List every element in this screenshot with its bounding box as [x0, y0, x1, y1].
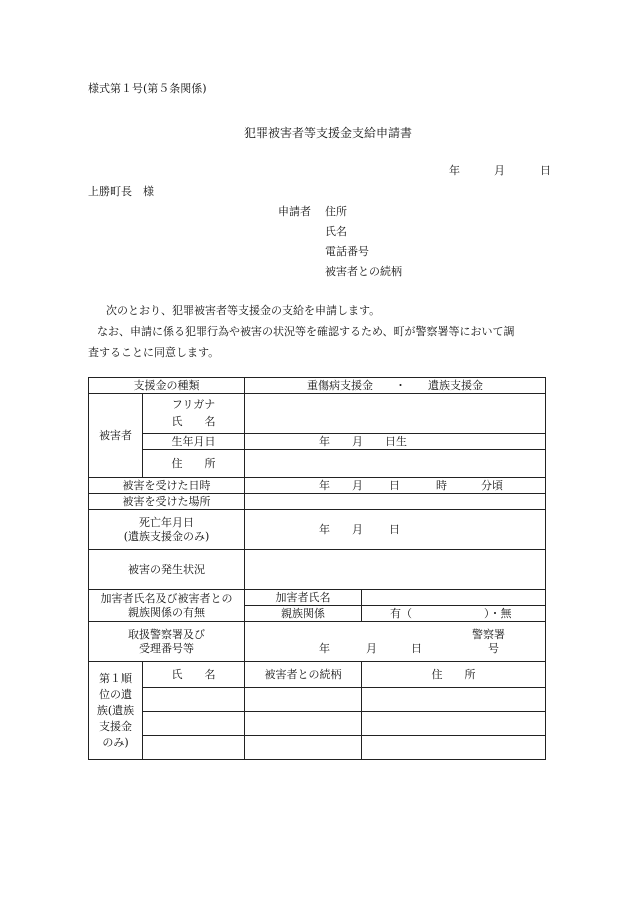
applicant-label: 申請者 — [278, 205, 311, 218]
perpetrator-label — [89, 590, 245, 622]
birth-month: 月 — [352, 434, 363, 448]
row-situation — [89, 550, 546, 590]
damage-date-field[interactable] — [245, 478, 546, 494]
document-title: 犯罪被害者等支援金支給申請書 — [244, 126, 413, 140]
row-police — [89, 622, 546, 662]
birthdate-field[interactable] — [245, 434, 546, 450]
table-row — [89, 736, 546, 760]
row-support-type — [89, 378, 546, 394]
family-address-cell[interactable] — [362, 712, 546, 736]
date-year: 年 — [449, 164, 460, 177]
applicant-relation-label: 被害者との続柄 — [325, 265, 402, 278]
family-label-line-4: 支援金 — [99, 719, 132, 733]
police-date — [245, 642, 545, 656]
kin-relation-field[interactable] — [362, 606, 546, 622]
police-month: 月 — [366, 641, 377, 655]
victim-name-label — [143, 394, 245, 434]
applicant-address-label: 住所 — [325, 205, 347, 218]
family-address-header: 住 所 — [362, 662, 546, 688]
damage-minute: 分頃 — [481, 478, 503, 492]
family-label — [89, 662, 143, 760]
kin-relation-label: 親族関係 — [245, 606, 362, 622]
table-row — [89, 712, 546, 736]
birthdate-label: 生年月日 — [143, 434, 245, 450]
situation-label: 被害の発生状況 — [89, 550, 245, 590]
death-date-label — [89, 510, 245, 550]
applicant-name-label: 氏名 — [325, 225, 347, 238]
damage-hour: 時 — [436, 478, 447, 492]
date-day: 日 — [540, 164, 551, 177]
family-relation-cell[interactable] — [245, 736, 362, 760]
row-family-header — [89, 662, 546, 688]
family-address-cell[interactable] — [362, 736, 546, 760]
birth-year: 年 — [319, 434, 330, 448]
table-row — [89, 688, 546, 712]
row-perpetrator-name — [89, 590, 546, 606]
death-date-label-line-2: (遺族支援金のみ) — [123, 529, 210, 543]
form-number: 様式第１号(第５条関係) — [88, 82, 207, 95]
name-label: 氏 名 — [171, 415, 216, 428]
body-paragraph-2-line-1: なお、申請に係る犯罪行為や被害の状況等を確認するため、町が警察署等において調 — [97, 325, 515, 338]
damage-month: 月 — [352, 478, 363, 492]
damage-day: 日 — [389, 478, 400, 492]
damage-place-field[interactable] — [245, 494, 546, 510]
family-relation-cell[interactable] — [245, 688, 362, 712]
row-victim-address — [89, 450, 546, 478]
kin-yes[interactable]: 有（ — [390, 606, 412, 620]
row-death-date — [89, 510, 546, 550]
row-damage-place — [89, 494, 546, 510]
row-damage-date — [89, 478, 546, 494]
situation-field[interactable] — [245, 550, 546, 590]
applicant-phone-label: 電話番号 — [325, 245, 369, 258]
furigana-label: フリガナ — [171, 398, 216, 411]
police-day: 日 — [411, 641, 422, 655]
birth-day: 日生 — [385, 434, 407, 448]
death-date-field[interactable] — [245, 510, 546, 550]
row-victim-name — [89, 394, 546, 434]
family-name-cell[interactable] — [143, 712, 245, 736]
application-table — [88, 377, 546, 760]
perpetrator-name-label: 加害者氏名 — [245, 590, 362, 606]
family-name-header: 氏 名 — [143, 662, 245, 688]
death-year: 年 — [319, 522, 330, 536]
body-paragraph-2-line-2: 査することに同意します。 — [88, 346, 220, 359]
perpetrator-name-field[interactable] — [362, 590, 546, 606]
death-date-label-line-1: 死亡年月日 — [139, 515, 194, 529]
row-birthdate — [89, 434, 546, 450]
family-name-cell[interactable] — [143, 736, 245, 760]
police-station: 警察署 — [472, 627, 506, 641]
date-month: 月 — [494, 164, 505, 177]
addressee: 上勝町長 様 — [88, 185, 154, 198]
police-number: 号 — [488, 641, 499, 655]
family-label-line-2: 位の遺 — [99, 687, 132, 701]
victim-name-field[interactable] — [245, 394, 546, 434]
police-field[interactable] — [245, 622, 546, 662]
body-paragraph-1: 次のとおり、犯罪被害者等支援金の支給を申請します。 — [106, 304, 381, 317]
family-label-line-1: 第１順 — [99, 671, 132, 685]
damage-year: 年 — [319, 478, 330, 492]
support-type-label: 支援金の種類 — [89, 378, 245, 394]
family-name-cell[interactable] — [143, 688, 245, 712]
victim-address-field[interactable] — [245, 450, 546, 478]
police-label-line-2: 受理番号等 — [139, 641, 194, 655]
family-relation-cell[interactable] — [245, 712, 362, 736]
victim-address-label: 住 所 — [143, 450, 245, 478]
family-address-cell[interactable] — [362, 688, 546, 712]
perpetrator-label-line-1: 加害者氏名及び被害者との — [100, 591, 233, 605]
perpetrator-label-line-2: 親族関係の有無 — [128, 605, 205, 619]
damage-date-label: 被害を受けた日時 — [89, 478, 245, 494]
kin-no[interactable]: ）・無 — [484, 606, 512, 620]
family-relation-header: 被害者との続柄 — [245, 662, 362, 688]
police-label — [89, 622, 245, 662]
support-type-options[interactable]: 重傷病支援金 ・ 遺族支援金 — [245, 378, 546, 394]
damage-place-label: 被害を受けた場所 — [89, 494, 245, 510]
family-label-line-5: のみ) — [102, 735, 129, 749]
death-day: 日 — [389, 522, 400, 536]
police-year: 年 — [319, 641, 330, 655]
family-label-line-3: 族(遺族 — [96, 703, 135, 717]
victim-label: 被害者 — [89, 394, 143, 478]
death-month: 月 — [352, 522, 363, 536]
police-label-line-1: 取扱警察署及び — [128, 627, 205, 641]
